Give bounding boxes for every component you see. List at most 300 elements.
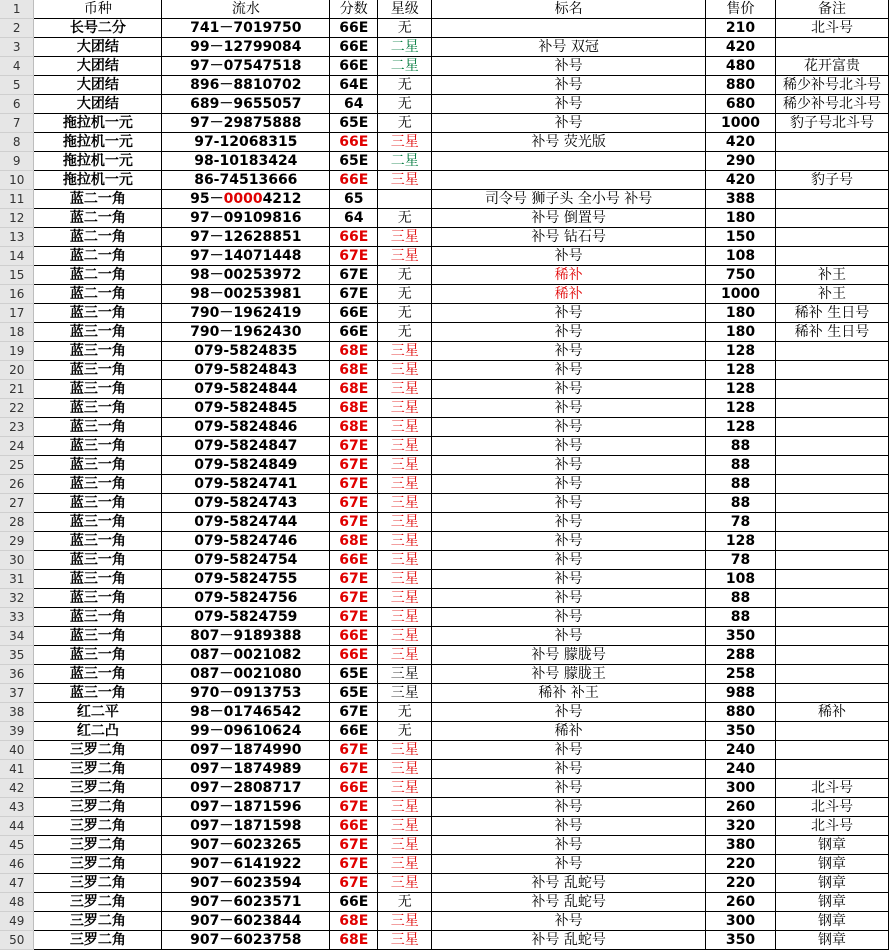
row-header[interactable]: 9 [0,152,34,171]
cell-coin[interactable]: 蓝三一角 [34,551,162,570]
cell-score[interactable]: 67E [330,247,378,266]
cell-coin[interactable]: 拖拉机一元 [34,114,162,133]
cell-price[interactable]: 180 [706,304,776,323]
cell-star[interactable]: 三星 [378,589,432,608]
cell-score[interactable]: 66E [330,323,378,342]
cell-note[interactable] [775,228,888,247]
cell-note[interactable] [775,418,888,437]
cell-star[interactable]: 无 [378,893,432,912]
row-header[interactable]: 30 [0,551,34,570]
row-header[interactable]: 32 [0,589,34,608]
cell-title[interactable]: 补号 [432,703,706,722]
cell-coin[interactable]: 蓝三一角 [34,646,162,665]
cell-coin[interactable]: 蓝三一角 [34,361,162,380]
cell-title[interactable]: 补号 钻石号 [432,228,706,247]
cell-serial[interactable]: 907－6023758 [162,931,330,950]
row-header[interactable]: 2 [0,19,34,38]
row-header[interactable]: 11 [0,190,34,209]
cell-score[interactable]: 66E [330,38,378,57]
cell-score[interactable]: 67E [330,285,378,304]
cell-score[interactable]: 65E [330,152,378,171]
cell-serial[interactable]: 97－07547518 [162,57,330,76]
cell-coin[interactable]: 蓝三一角 [34,342,162,361]
cell-title[interactable]: 补号 [432,912,706,931]
cell-score[interactable]: 68E [330,418,378,437]
cell-score[interactable]: 66E [330,817,378,836]
cell-price[interactable]: 300 [706,779,776,798]
row-header[interactable]: 15 [0,266,34,285]
cell-star[interactable]: 三星 [378,665,432,684]
cell-serial[interactable]: 807－9189388 [162,627,330,646]
cell-price[interactable]: 88 [706,437,776,456]
row-header[interactable]: 38 [0,703,34,722]
cell-title[interactable]: 补号 [432,627,706,646]
cell-star[interactable]: 无 [378,114,432,133]
cell-serial[interactable]: 079-5824835 [162,342,330,361]
cell-note[interactable] [775,399,888,418]
cell-price[interactable]: 78 [706,551,776,570]
cell-price[interactable]: 988 [706,684,776,703]
row-header[interactable]: 33 [0,608,34,627]
cell-note[interactable] [775,190,888,209]
cell-score[interactable]: 67E [330,703,378,722]
cell-coin[interactable]: 三罗二角 [34,855,162,874]
cell-score[interactable]: 66E [330,779,378,798]
cell-score[interactable]: 67E [330,513,378,532]
cell-price[interactable]: 108 [706,247,776,266]
cell-coin[interactable]: 蓝三一角 [34,532,162,551]
cell-title[interactable] [432,19,706,38]
cell-title[interactable]: 补号 [432,437,706,456]
cell-title[interactable]: 稀补 补王 [432,684,706,703]
cell-score[interactable]: 68E [330,532,378,551]
cell-serial[interactable]: 079-5824845 [162,399,330,418]
cell-price[interactable]: 350 [706,627,776,646]
row-header[interactable]: 34 [0,627,34,646]
cell-title[interactable]: 补号 [432,798,706,817]
cell-score[interactable]: 66E [330,133,378,152]
cell-coin[interactable]: 三罗二角 [34,760,162,779]
cell-coin[interactable]: 三罗二角 [34,874,162,893]
cell-coin[interactable]: 蓝二一角 [34,247,162,266]
cell-price[interactable]: 88 [706,456,776,475]
cell-star[interactable]: 无 [378,285,432,304]
cell-serial[interactable]: 907－6141922 [162,855,330,874]
cell-score[interactable]: 66E [330,893,378,912]
cell-coin[interactable]: 三罗二角 [34,817,162,836]
cell-price[interactable]: 150 [706,228,776,247]
cell-serial[interactable]: 079-5824746 [162,532,330,551]
cell-note[interactable]: 稀补 [775,703,888,722]
row-header[interactable]: 4 [0,57,34,76]
cell-score[interactable]: 64E [330,76,378,95]
cell-note[interactable] [775,437,888,456]
cell-score[interactable]: 67E [330,798,378,817]
cell-coin[interactable]: 三罗二角 [34,931,162,950]
cell-title[interactable]: 补号 双冠 [432,38,706,57]
cell-note[interactable]: 钢章 [775,836,888,855]
cell-title[interactable]: 补号 [432,589,706,608]
row-header[interactable]: 14 [0,247,34,266]
cell-score[interactable]: 67E [330,741,378,760]
cell-star[interactable]: 三星 [378,133,432,152]
cell-coin[interactable]: 三罗二角 [34,912,162,931]
cell-score[interactable]: 68E [330,931,378,950]
cell-price[interactable]: 350 [706,722,776,741]
cell-serial[interactable]: 079-5824843 [162,361,330,380]
cell-title[interactable]: 补号 [432,323,706,342]
cell-coin[interactable]: 蓝三一角 [34,513,162,532]
cell-star[interactable]: 无 [378,19,432,38]
cell-serial[interactable]: 079-5824847 [162,437,330,456]
cell-note[interactable]: 北斗号 [775,19,888,38]
cell-serial[interactable]: 079-5824756 [162,589,330,608]
cell-title[interactable]: 补号 [432,95,706,114]
cell-score[interactable]: 68E [330,399,378,418]
cell-coin[interactable]: 蓝三一角 [34,323,162,342]
cell-note[interactable]: 北斗号 [775,779,888,798]
cell-star[interactable]: 三星 [378,228,432,247]
cell-price[interactable]: 128 [706,342,776,361]
cell-serial[interactable]: 790－1962430 [162,323,330,342]
cell-price[interactable]: 128 [706,418,776,437]
cell-title[interactable]: 补号 [432,475,706,494]
cell-coin[interactable]: 三罗二角 [34,798,162,817]
cell-note[interactable]: 花开富贵 [775,57,888,76]
cell-price[interactable]: 260 [706,893,776,912]
cell-note[interactable] [775,665,888,684]
cell-score[interactable]: 65E [330,114,378,133]
cell-title[interactable]: 补号 [432,456,706,475]
cell-star[interactable]: 三星 [378,361,432,380]
cell-star[interactable]: 三星 [378,741,432,760]
cell-serial[interactable]: 079-5824844 [162,380,330,399]
cell-price[interactable]: 258 [706,665,776,684]
cell-price[interactable]: 88 [706,475,776,494]
cell-coin[interactable]: 红二凸 [34,722,162,741]
cell-price[interactable]: 260 [706,798,776,817]
cell-serial[interactable]: 689－9655057 [162,95,330,114]
cell-star[interactable]: 三星 [378,456,432,475]
cell-score[interactable]: 68E [330,361,378,380]
cell-star[interactable]: 三星 [378,760,432,779]
cell-price[interactable]: 880 [706,703,776,722]
header-cell-title[interactable]: 标名 [432,0,706,19]
row-header[interactable]: 12 [0,209,34,228]
cell-note[interactable]: 稀少补号北斗号 [775,95,888,114]
cell-price[interactable]: 128 [706,399,776,418]
cell-note[interactable]: 豹子号北斗号 [775,114,888,133]
cell-title[interactable]: 补号 朦胧王 [432,665,706,684]
cell-score[interactable]: 66E [330,627,378,646]
cell-note[interactable] [775,627,888,646]
cell-score[interactable]: 67E [330,437,378,456]
cell-star[interactable]: 三星 [378,532,432,551]
cell-price[interactable]: 128 [706,532,776,551]
cell-serial[interactable]: 087－0021082 [162,646,330,665]
cell-price[interactable]: 480 [706,57,776,76]
cell-star[interactable]: 三星 [378,247,432,266]
cell-coin[interactable]: 拖拉机一元 [34,171,162,190]
row-header[interactable]: 49 [0,912,34,931]
cell-price[interactable]: 290 [706,152,776,171]
row-header[interactable]: 36 [0,665,34,684]
cell-coin[interactable]: 大团结 [34,95,162,114]
cell-serial[interactable]: 079-5824846 [162,418,330,437]
cell-title[interactable]: 补号 [432,513,706,532]
cell-score[interactable]: 67E [330,836,378,855]
cell-title[interactable]: 补号 [432,399,706,418]
cell-coin[interactable]: 蓝三一角 [34,589,162,608]
cell-serial[interactable]: 99－12799084 [162,38,330,57]
cell-score[interactable]: 66E [330,304,378,323]
cell-title[interactable]: 补号 乱蛇号 [432,893,706,912]
cell-coin[interactable]: 蓝三一角 [34,380,162,399]
cell-star[interactable]: 三星 [378,513,432,532]
cell-serial[interactable]: 97-12068315 [162,133,330,152]
row-header[interactable]: 50 [0,931,34,950]
cell-note[interactable] [775,513,888,532]
cell-serial[interactable]: 097－1871596 [162,798,330,817]
cell-price[interactable]: 78 [706,513,776,532]
cell-serial[interactable]: 98－01746542 [162,703,330,722]
cell-title[interactable]: 补号 [432,608,706,627]
cell-title[interactable]: 补号 [432,361,706,380]
cell-price[interactable]: 220 [706,855,776,874]
cell-title[interactable]: 补号 [432,57,706,76]
cell-serial[interactable]: 097－1874989 [162,760,330,779]
cell-star[interactable]: 三星 [378,684,432,703]
cell-price[interactable]: 680 [706,95,776,114]
cell-coin[interactable]: 拖拉机一元 [34,152,162,171]
row-header[interactable]: 31 [0,570,34,589]
cell-score[interactable]: 68E [330,380,378,399]
cell-note[interactable]: 钢章 [775,874,888,893]
cell-serial[interactable]: 079-5824755 [162,570,330,589]
cell-price[interactable]: 380 [706,836,776,855]
cell-price[interactable]: 288 [706,646,776,665]
cell-coin[interactable]: 蓝二一角 [34,190,162,209]
row-header[interactable]: 6 [0,95,34,114]
cell-note[interactable] [775,380,888,399]
cell-note[interactable] [775,494,888,513]
cell-score[interactable]: 66E [330,57,378,76]
cell-score[interactable]: 67E [330,608,378,627]
cell-price[interactable]: 420 [706,38,776,57]
header-cell-price[interactable]: 售价 [706,0,776,19]
row-header[interactable]: 28 [0,513,34,532]
cell-note[interactable] [775,646,888,665]
row-header[interactable]: 45 [0,836,34,855]
cell-note[interactable]: 补王 [775,266,888,285]
cell-star[interactable]: 三星 [378,836,432,855]
cell-note[interactable] [775,551,888,570]
cell-coin[interactable]: 红二平 [34,703,162,722]
row-header[interactable]: 44 [0,817,34,836]
cell-coin[interactable]: 大团结 [34,57,162,76]
row-header[interactable]: 7 [0,114,34,133]
cell-title[interactable]: 补号 [432,532,706,551]
cell-serial[interactable]: 896－8810702 [162,76,330,95]
cell-note[interactable] [775,684,888,703]
cell-title[interactable]: 补号 [432,304,706,323]
cell-title[interactable]: 补号 [432,836,706,855]
cell-title[interactable]: 稀补 [432,722,706,741]
cell-serial[interactable]: 079-5824743 [162,494,330,513]
cell-serial[interactable]: 907－6023265 [162,836,330,855]
cell-coin[interactable]: 蓝二一角 [34,285,162,304]
cell-star[interactable]: 无 [378,304,432,323]
cell-title[interactable]: 补号 乱蛇号 [432,931,706,950]
header-cell-score[interactable]: 分数 [330,0,378,19]
cell-coin[interactable]: 蓝二一角 [34,209,162,228]
cell-price[interactable]: 350 [706,931,776,950]
cell-note[interactable] [775,741,888,760]
cell-score[interactable]: 65E [330,684,378,703]
cell-note[interactable] [775,722,888,741]
cell-star[interactable]: 三星 [378,342,432,361]
row-header[interactable]: 37 [0,684,34,703]
row-header[interactable]: 46 [0,855,34,874]
cell-score[interactable]: 67E [330,266,378,285]
cell-star[interactable]: 三星 [378,437,432,456]
cell-note[interactable] [775,608,888,627]
row-header[interactable]: 26 [0,475,34,494]
cell-score[interactable]: 66E [330,171,378,190]
cell-title[interactable]: 补号 荧光版 [432,133,706,152]
cell-star[interactable]: 三星 [378,494,432,513]
cell-star[interactable]: 三星 [378,171,432,190]
cell-title[interactable]: 补号 [432,494,706,513]
cell-score[interactable]: 64 [330,209,378,228]
cell-price[interactable]: 420 [706,133,776,152]
cell-serial[interactable]: 97－14071448 [162,247,330,266]
header-cell-note[interactable]: 备注 [775,0,888,19]
cell-star[interactable]: 三星 [378,608,432,627]
row-header[interactable]: 39 [0,722,34,741]
cell-coin[interactable]: 大团结 [34,38,162,57]
row-header[interactable]: 1 [0,0,34,19]
row-header[interactable]: 5 [0,76,34,95]
cell-title[interactable]: 补号 [432,76,706,95]
cell-score[interactable]: 64 [330,95,378,114]
cell-star[interactable]: 三星 [378,779,432,798]
cell-star[interactable]: 无 [378,95,432,114]
cell-coin[interactable]: 蓝三一角 [34,456,162,475]
cell-score[interactable]: 67E [330,456,378,475]
cell-serial[interactable] [162,190,330,209]
cell-note[interactable] [775,247,888,266]
row-header[interactable]: 35 [0,646,34,665]
cell-serial[interactable]: 097－1871598 [162,817,330,836]
cell-star[interactable]: 无 [378,722,432,741]
cell-star[interactable]: 无 [378,266,432,285]
cell-coin[interactable]: 蓝三一角 [34,475,162,494]
cell-title[interactable]: 补号 [432,741,706,760]
cell-serial[interactable]: 98-10183424 [162,152,330,171]
cell-star[interactable] [378,190,432,209]
cell-serial[interactable]: 907－6023844 [162,912,330,931]
cell-coin[interactable]: 三罗二角 [34,893,162,912]
cell-coin[interactable]: 拖拉机一元 [34,133,162,152]
cell-price[interactable]: 180 [706,323,776,342]
cell-coin[interactable]: 蓝三一角 [34,684,162,703]
cell-score[interactable]: 66E [330,19,378,38]
cell-serial[interactable]: 079-5824849 [162,456,330,475]
cell-price[interactable]: 128 [706,361,776,380]
cell-star[interactable]: 三星 [378,817,432,836]
cell-coin[interactable]: 三罗二角 [34,779,162,798]
cell-note[interactable]: 钢章 [775,931,888,950]
cell-price[interactable]: 180 [706,209,776,228]
cell-title[interactable]: 补号 [432,760,706,779]
cell-coin[interactable]: 蓝三一角 [34,627,162,646]
cell-star[interactable]: 无 [378,323,432,342]
cell-title[interactable]: 司令号 狮子头 全小号 补号 [432,190,706,209]
row-header[interactable]: 8 [0,133,34,152]
cell-coin[interactable]: 蓝三一角 [34,304,162,323]
cell-title[interactable]: 补号 [432,418,706,437]
row-header[interactable]: 41 [0,760,34,779]
cell-price[interactable]: 1000 [706,114,776,133]
cell-note[interactable]: 北斗号 [775,798,888,817]
cell-price[interactable]: 128 [706,380,776,399]
cell-price[interactable]: 388 [706,190,776,209]
cell-star[interactable]: 三星 [378,627,432,646]
cell-price[interactable]: 750 [706,266,776,285]
row-header[interactable]: 17 [0,304,34,323]
cell-score[interactable]: 67E [330,589,378,608]
row-header[interactable]: 18 [0,323,34,342]
row-header[interactable]: 48 [0,893,34,912]
cell-price[interactable]: 210 [706,19,776,38]
cell-price[interactable]: 240 [706,741,776,760]
cell-star[interactable]: 无 [378,703,432,722]
row-header[interactable]: 16 [0,285,34,304]
cell-star[interactable]: 三星 [378,380,432,399]
row-header[interactable]: 21 [0,380,34,399]
cell-serial[interactable]: 741－7019750 [162,19,330,38]
cell-serial[interactable]: 790－1962419 [162,304,330,323]
cell-price[interactable]: 1000 [706,285,776,304]
cell-note[interactable]: 钢章 [775,893,888,912]
cell-note[interactable] [775,456,888,475]
cell-score[interactable]: 66E [330,551,378,570]
cell-coin[interactable]: 蓝二一角 [34,228,162,247]
cell-coin[interactable]: 蓝三一角 [34,418,162,437]
cell-note[interactable] [775,475,888,494]
cell-price[interactable]: 320 [706,817,776,836]
cell-note[interactable] [775,209,888,228]
cell-serial[interactable]: 087－0021080 [162,665,330,684]
cell-coin[interactable]: 蓝二一角 [34,266,162,285]
cell-note[interactable] [775,361,888,380]
cell-coin[interactable]: 蓝三一角 [34,608,162,627]
cell-note[interactable]: 稀补 生日号 [775,304,888,323]
cell-note[interactable]: 豹子号 [775,171,888,190]
cell-coin[interactable]: 三罗二角 [34,741,162,760]
header-cell-star[interactable]: 星级 [378,0,432,19]
cell-star[interactable]: 三星 [378,912,432,931]
row-header[interactable]: 13 [0,228,34,247]
cell-score[interactable]: 67E [330,475,378,494]
cell-serial[interactable]: 097－1874990 [162,741,330,760]
cell-serial[interactable]: 079-5824744 [162,513,330,532]
cell-serial[interactable]: 97－12628851 [162,228,330,247]
cell-star[interactable]: 无 [378,209,432,228]
row-header[interactable]: 43 [0,798,34,817]
cell-serial[interactable]: 097－2808717 [162,779,330,798]
